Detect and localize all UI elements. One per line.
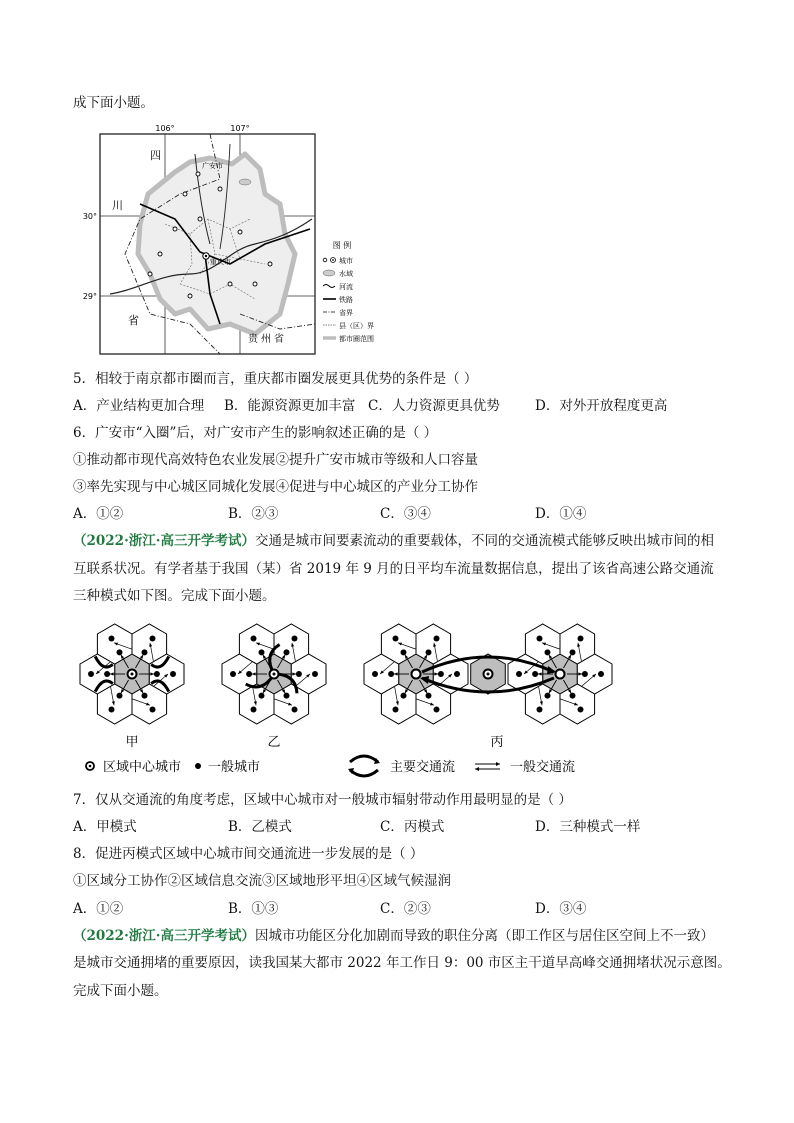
q5-stem: 5．相较于南京都市圈而言，重庆都市圈发展更具优势的条件是（ ）	[73, 371, 478, 387]
general-city	[296, 671, 302, 677]
legend-title: 图 例	[332, 241, 352, 250]
passage2-line-1: （2022·浙江·高三开学考试）交通是城市间要素流动的重要载体，不同的交通流模式能够反映出城市间的相	[73, 533, 714, 549]
passage3-line-3: 完成下面小题。	[73, 983, 168, 999]
svg-text:县（区）界: 县（区）界	[339, 322, 374, 330]
general-city	[230, 671, 236, 677]
passage3-line-1: （2022·浙江·高三开学考试）因城市功能区分化加剧而导致的职住分离（即工作区与居住区空间上不一致）	[73, 928, 714, 944]
general-city	[109, 636, 115, 642]
svg-text:铁路: 铁路	[339, 296, 353, 304]
general-city	[393, 636, 399, 642]
q6-option-c[interactable]: C．③④	[380, 506, 431, 522]
general-city	[434, 707, 440, 713]
general-city	[372, 671, 378, 677]
center-city	[556, 670, 565, 679]
general-city	[388, 671, 394, 677]
q7-option-d[interactable]: D．三种模式一样	[535, 819, 641, 835]
region-label: 贵州省	[248, 334, 287, 345]
general-city	[570, 693, 576, 699]
general-city	[532, 671, 538, 677]
general-city	[104, 671, 110, 677]
svg-text:城市: 城市	[339, 257, 353, 265]
general-city	[578, 636, 584, 642]
lon-label: 106°	[155, 124, 175, 133]
q6-option-d[interactable]: D．①④	[535, 506, 587, 522]
general-city	[426, 693, 432, 699]
lat-label: 29°	[82, 292, 97, 301]
legend-center-city: 区域中心城市	[103, 760, 182, 775]
general-city	[545, 649, 551, 655]
general-city	[516, 671, 522, 677]
chongqing-metro-map	[80, 124, 374, 360]
svg-text:水域: 水域	[339, 270, 353, 278]
general-city	[401, 693, 407, 699]
passage2-line-3: 三种模式如下图。完成下面小题。	[73, 588, 276, 604]
q7-option-a[interactable]: A．甲模式	[73, 819, 137, 835]
general-city	[401, 649, 407, 655]
general-city	[246, 671, 252, 677]
city-label: 广安市	[202, 162, 223, 170]
panel-label-jia: 甲	[125, 735, 139, 750]
general-city	[438, 671, 444, 677]
panel-label-bing: 丙	[490, 735, 504, 750]
general-city	[251, 636, 257, 642]
general-city	[426, 649, 432, 655]
center-city	[412, 670, 421, 679]
q7-option-c[interactable]: C．丙模式	[380, 819, 445, 835]
legend-general-city: 一般城市	[208, 760, 261, 775]
passage3-line-2: 是城市交通拥堵的重要原因，读我国某大都市 2022 年工作日 9：00 市区主干道早高峰交通拥堵状况示意图。	[73, 955, 731, 971]
general-city	[259, 649, 265, 655]
traffic-flow-figure	[70, 612, 730, 782]
legend-main-flow: 主要交通流	[390, 760, 456, 775]
general-city	[109, 707, 115, 713]
general-city	[598, 671, 604, 677]
q8-option-d[interactable]: D．③④	[535, 901, 587, 917]
q6-option-a[interactable]: A．①②	[73, 506, 124, 522]
q8-statements: ①区域分工协作②区域信息交流③区域地形平坦④区域气候湿润	[73, 873, 451, 889]
q5-option-b[interactable]: B．能源资源更加丰富	[224, 398, 356, 414]
general-city	[150, 636, 156, 642]
q6-statements-1: ①推动都市现代高效特色农业发展②提升广安市城市等级和人口容量	[73, 452, 478, 468]
q6-option-b[interactable]: B．②③	[228, 506, 279, 522]
main-flow-icon	[348, 756, 380, 776]
general-city	[570, 649, 576, 655]
general-city	[582, 671, 588, 677]
region-label: 川	[112, 199, 123, 212]
general-city	[393, 707, 399, 713]
passage2-source: （2022·浙江·高三开学考试）	[73, 533, 255, 549]
general-city	[537, 707, 543, 713]
q5-option-a[interactable]: A．产业结构更加合理	[73, 398, 205, 414]
q8-stem: 8．促进丙模式区域中心城市间交通流进一步发展的是（ ）	[73, 846, 424, 862]
general-city	[117, 693, 123, 699]
general-city	[292, 636, 298, 642]
panel-label-yi: 乙	[267, 735, 281, 750]
q7-stem: 7．仅从交通流的角度考虑，区域中心城市对一般城市辐射带动作用最明显的是（ ）	[73, 792, 572, 808]
region-label: 省	[128, 314, 139, 327]
passage2-line-2: 互联系状况。有学者基于我国（某）省 2019 年 9 月的日平均车流量数据信息，提出了该省高速公路交通流	[73, 561, 714, 577]
general-city	[150, 707, 156, 713]
q6-statements-2: ③率先实现与中心城区同城化发展④促进与中心城区的产业分工协作	[73, 479, 478, 495]
general-city	[454, 671, 460, 677]
q8-option-a[interactable]: A．①②	[73, 901, 124, 917]
map-legend	[323, 240, 374, 343]
general-city	[578, 707, 584, 713]
q5-option-c[interactable]: C．人力资源更具优势	[368, 398, 500, 414]
region-label: 四	[150, 149, 161, 162]
general-city	[117, 649, 123, 655]
svg-text:省界: 省界	[339, 309, 353, 317]
svg-text:河流: 河流	[339, 283, 353, 291]
general-city	[154, 671, 160, 677]
general-city	[284, 649, 290, 655]
q6-stem: 6．广安市“入圈”后，对广安市产生的影响叙述正确的是（ ）	[73, 425, 438, 441]
general-city	[88, 671, 94, 677]
q8-option-b[interactable]: B．①③	[228, 901, 279, 917]
general-city	[142, 693, 148, 699]
general-city	[312, 671, 318, 677]
q7-option-b[interactable]: B．乙模式	[228, 819, 292, 835]
general-city	[292, 707, 298, 713]
lat-label: 30°	[82, 212, 97, 221]
general-city	[251, 707, 257, 713]
city-label: 重庆市	[210, 258, 231, 266]
general-flow-icon	[475, 762, 500, 771]
general-city	[142, 649, 148, 655]
intro-tail-text: 成下面小题。	[73, 95, 154, 111]
general-city	[537, 636, 543, 642]
lon-label: 107°	[230, 124, 250, 133]
svg-text:都市圈范围: 都市圈范围	[339, 335, 374, 343]
passage3-source: （2022·浙江·高三开学考试）	[73, 928, 255, 944]
q5-option-d[interactable]: D．对外开放程度更高	[535, 398, 668, 414]
legend-general-flow: 一般交通流	[510, 760, 576, 775]
general-city	[545, 693, 551, 699]
general-city	[259, 693, 265, 699]
q8-option-c[interactable]: C．②③	[380, 901, 431, 917]
general-city	[284, 693, 290, 699]
general-city	[434, 636, 440, 642]
general-city	[170, 671, 176, 677]
